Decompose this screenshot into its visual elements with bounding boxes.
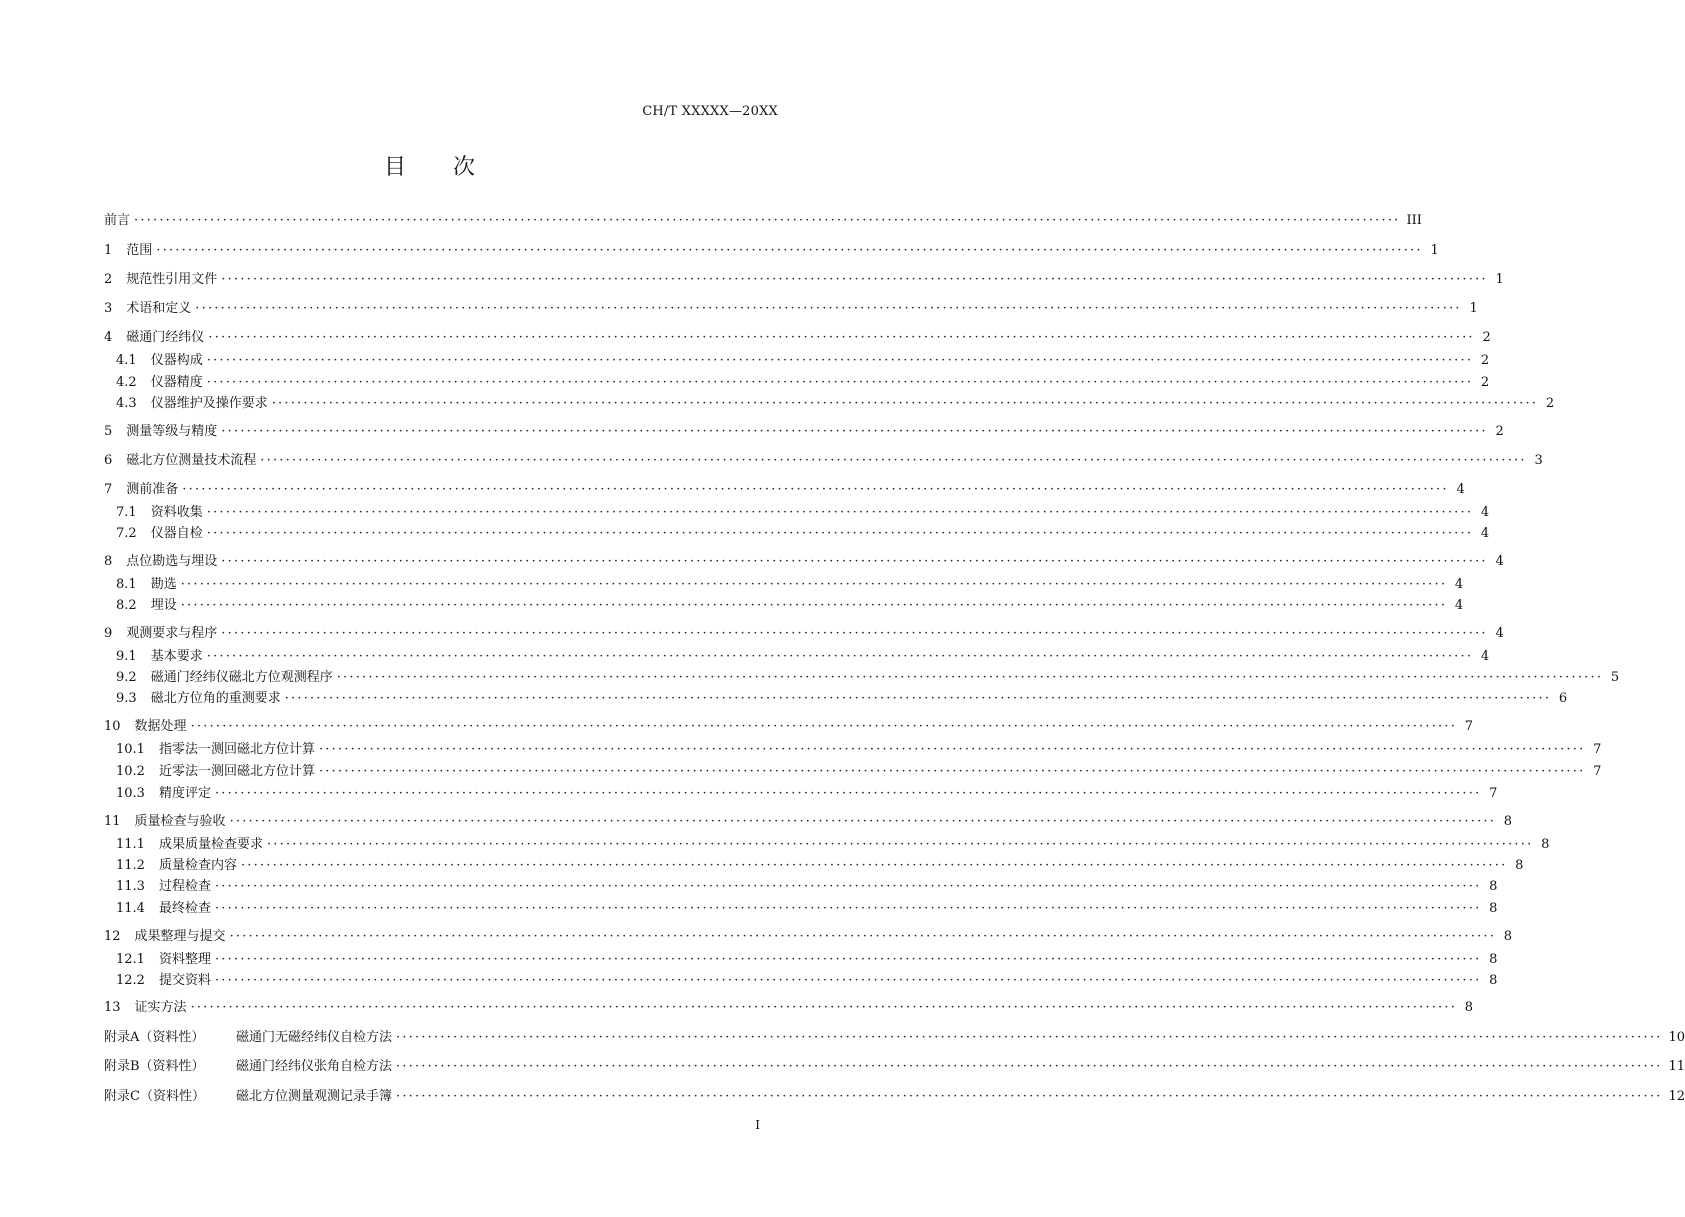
toc-entry[interactable] [104, 270, 1504, 290]
toc-entry-title: 基本要求 [150, 649, 203, 664]
toc-page-number: 8 [1489, 879, 1498, 894]
toc-entry-number: 附录A（资料性） [104, 1030, 205, 1045]
toc-entry[interactable] [104, 689, 1568, 709]
toc-page-number: 6 [1558, 691, 1568, 706]
toc-entry[interactable] [104, 394, 1555, 414]
toc-page-number: 8 [1503, 929, 1513, 944]
toc-leader-dots: ········································································································································································································ [260, 453, 1527, 468]
toc-entry[interactable] [104, 717, 1474, 737]
toc-page-number: 8 [1464, 1000, 1474, 1015]
toc-entry[interactable] [104, 950, 1498, 970]
toc-entry-title: 成果整理与提交 [134, 929, 226, 944]
toc-entry-label [104, 451, 256, 471]
toc-page-number: 4 [1480, 649, 1490, 664]
toc-page-number: 7 [1489, 786, 1498, 801]
toc-entry-title: 磁北方位角的重测要求 [150, 691, 281, 706]
toc-entry-number: 附录C（资料性） [104, 1089, 205, 1104]
toc-page-number: 4 [1454, 598, 1464, 613]
toc-entry-label [104, 998, 187, 1018]
toc-leader-dots: ········································································································································································································ [284, 691, 1552, 706]
toc-entry-label [104, 394, 268, 414]
toc-entry[interactable] [104, 480, 1465, 500]
toc-entry-title: 仪器自检 [150, 526, 203, 541]
toc-entry-number: 9.3 [116, 691, 137, 706]
toc-page-number: 2 [1482, 330, 1491, 345]
toc-entry[interactable] [104, 971, 1498, 991]
toc-entry-number: 8.1 [116, 577, 137, 592]
toc-entry-number: 前言 [104, 213, 131, 228]
toc-page-number: 8 [1489, 973, 1498, 988]
toc-appendix-entry[interactable] [104, 1028, 1685, 1048]
toc-leader-dots: ········································································································································································································ [214, 901, 1482, 916]
toc-entry-label [104, 740, 315, 760]
toc-leader-dots: ········································································································································································································ [240, 858, 1508, 873]
toc-entry-title: 点位勘选与埋设 [126, 554, 218, 569]
toc-page-number: 11 [1668, 1059, 1685, 1074]
toc-entry-title: 观测要求与程序 [126, 626, 218, 641]
toc-page-number: 2 [1480, 375, 1490, 390]
toc-entry-title: 规范性引用文件 [126, 272, 218, 287]
toc-entry-label [104, 877, 211, 897]
toc-leader-dots: ········································································································································································································ [318, 764, 1586, 779]
toc-entry-title: 术语和定义 [126, 301, 192, 316]
toc-leader-dots: ········································································································································································································ [206, 375, 1474, 390]
toc-entry-number: 11 [104, 814, 121, 829]
toc-entry-title: 指零法一测回磁北方位计算 [158, 742, 315, 757]
toc-entry-number: 4.3 [116, 396, 137, 411]
toc-leader-dots: ········································································································································································································ [214, 786, 1482, 801]
toc-entry-label [104, 524, 203, 544]
toc-entry-label [104, 596, 177, 616]
toc-entry-title: 最终检查 [158, 901, 211, 916]
toc-page-number: 8 [1541, 837, 1550, 852]
toc-leader-dots: ········································································································································································································ [195, 301, 1462, 316]
toc-entry-title: 仪器维护及操作要求 [150, 396, 268, 411]
toc-entry-label [104, 552, 217, 572]
toc-entry-title: 近零法一测回磁北方位计算 [158, 764, 315, 779]
toc-entry-title: 数据处理 [134, 719, 187, 734]
toc-leader-dots: ········································································································································································································ [206, 505, 1474, 520]
toc-title: 目 次 [383, 155, 476, 180]
toc-page-number: 3 [1534, 453, 1543, 468]
toc-entry-label [104, 351, 203, 371]
toc-entry-label [104, 835, 263, 855]
toc-entry-label [104, 1028, 392, 1048]
toc-entry[interactable] [104, 575, 1464, 595]
toc-entry-label [104, 270, 217, 290]
toc-entry-label [104, 971, 211, 991]
toc-entry-title: 磁通门经纬仪张角自检方法 [236, 1059, 393, 1074]
toc-entry[interactable] [104, 451, 1543, 471]
toc-leader-dots: ········································································································································································································ [134, 213, 1401, 228]
toc-entry-number: 9.1 [116, 649, 137, 664]
toc-entry-title: 质量检查内容 [158, 858, 237, 873]
toc-entry[interactable] [104, 668, 1620, 688]
toc-entry-label [104, 856, 237, 876]
toc-entry-title: 资料整理 [158, 952, 211, 967]
toc-entry-label [104, 299, 191, 319]
toc-page-number: 7 [1593, 764, 1602, 779]
toc-entry-label [104, 422, 217, 442]
toc-entry-title: 磁北方位测量观测记录手簿 [236, 1089, 393, 1104]
toc-page-number: 2 [1480, 353, 1490, 368]
toc-entry-number: 13 [104, 1000, 121, 1015]
toc-page-number: 7 [1464, 719, 1474, 734]
toc-leader-dots: ········································································································································································································ [214, 973, 1482, 988]
toc-entry-label [104, 211, 130, 231]
toc-page-number: 4 [1454, 577, 1464, 592]
toc-leader-dots: ········································································································································································································ [221, 272, 1488, 287]
toc-entry-number: 12.2 [116, 973, 145, 988]
toc-entry-title: 磁通门经纬仪 [126, 330, 205, 345]
toc-entry-title: 测量等级与精度 [126, 424, 218, 439]
toc-entry[interactable] [104, 998, 1474, 1018]
toc-entry-label [104, 762, 315, 782]
toc-entry-label [104, 784, 211, 804]
toc-entry-title: 资料收集 [150, 505, 203, 520]
toc-entry-title: 过程检查 [158, 879, 211, 894]
toc-entry[interactable] [104, 624, 1504, 644]
toc-entry-label [104, 624, 217, 644]
toc-entry-number: 11.3 [116, 879, 145, 894]
toc-leader-dots: ········································································································································································································ [180, 598, 1448, 613]
toc-leader-dots: ········································································································································································································ [208, 330, 1475, 345]
toc-page-number: 4 [1480, 526, 1490, 541]
toc-entry-number: 6 [104, 453, 113, 468]
toc-entry-number: 9 [104, 626, 113, 641]
toc-entry-title: 成果质量检查要求 [158, 837, 263, 852]
toc-entry-label [104, 575, 177, 595]
toc-entry[interactable] [104, 835, 1550, 855]
toc-page-number: 4 [1480, 505, 1490, 520]
toc-entry-number: 11.1 [116, 837, 145, 852]
toc-entry-label [104, 647, 203, 667]
toc-leader-dots: ········································································································································································································ [206, 526, 1474, 541]
toc-entry-label [104, 689, 281, 709]
toc-entry-number: 10.2 [116, 764, 145, 779]
toc-leader-dots: ········································································································································································································ [396, 1030, 1663, 1045]
toc-leader-dots: ········································································································································································································ [221, 554, 1488, 569]
toc-entry[interactable] [104, 351, 1490, 371]
toc-page-number: 1 [1430, 243, 1439, 258]
toc-leader-dots: ········································································································································································································ [214, 952, 1482, 967]
toc-entry-number: 7 [104, 482, 113, 497]
toc-entry-label [104, 717, 187, 737]
toc-entry-number: 10.3 [116, 786, 145, 801]
toc-entry[interactable] [104, 552, 1504, 572]
toc-entry-title: 仪器精度 [150, 375, 203, 390]
document-code: CH/T XXXXX—20XX [642, 104, 778, 119]
toc-entry-label [104, 241, 152, 261]
toc-entry-number: 12 [104, 929, 121, 944]
toc-page-number: 4 [1495, 554, 1504, 569]
toc-leader-dots: ········································································································································································································ [221, 626, 1488, 641]
toc-leader-dots: ········································································································································································································ [266, 837, 1534, 852]
toc-entry[interactable] [104, 899, 1498, 919]
toc-entry-label [104, 950, 211, 970]
toc-entry-number: 8 [104, 554, 113, 569]
toc-leader-dots: ········································································································································································································ [396, 1059, 1663, 1074]
toc-entry[interactable] [104, 856, 1524, 876]
toc-entry-number: 10.1 [116, 742, 145, 757]
toc-leader-dots: ········································································································································································································ [190, 719, 1458, 734]
toc-entry-label [104, 1087, 392, 1107]
toc-entry[interactable] [104, 762, 1602, 782]
toc-entry-label [104, 480, 178, 500]
toc-entry[interactable] [104, 373, 1490, 393]
toc-leader-dots: ········································································································································································································ [206, 649, 1474, 664]
toc-entry-number: 4.2 [116, 375, 137, 390]
toc-entry-number: 11.2 [116, 858, 145, 873]
toc-entry-title: 范围 [126, 243, 153, 258]
toc-entry[interactable] [104, 299, 1478, 319]
toc-entry[interactable] [104, 784, 1498, 804]
toc-entry[interactable] [104, 422, 1504, 442]
toc-entry[interactable] [104, 927, 1513, 947]
toc-entry[interactable] [104, 812, 1513, 832]
toc-entry-label [104, 668, 333, 688]
toc-page-number: 12 [1668, 1089, 1685, 1104]
toc-entry[interactable] [104, 328, 1491, 348]
toc-leader-dots: ········································································································································································································ [180, 577, 1448, 592]
toc-entry-number: 附录B（资料性） [104, 1059, 205, 1074]
toc-page-number: 10 [1668, 1030, 1685, 1045]
toc-entry-number: 4 [104, 330, 113, 345]
toc-entry[interactable] [104, 740, 1602, 760]
toc-page-number: 1 [1469, 301, 1478, 316]
toc-entry-number: 9.2 [116, 670, 137, 685]
toc-leader-dots: ········································································································································································································ [214, 879, 1482, 894]
toc-entry[interactable] [104, 524, 1490, 544]
toc-entry-title: 勘选 [150, 577, 177, 592]
toc-entry-title: 提交资料 [158, 973, 211, 988]
toc-leader-dots: ········································································································································································································ [336, 670, 1604, 685]
toc-entry-number: 4.1 [116, 353, 137, 368]
toc-leader-dots: ········································································································································································································ [182, 482, 1449, 497]
toc-entry-label [104, 373, 203, 393]
toc-page-number: 4 [1495, 626, 1504, 641]
toc-leader-dots: ········································································································································································································ [318, 742, 1586, 757]
toc-entry-number: 10 [104, 719, 121, 734]
toc-appendix-entry[interactable] [104, 1087, 1685, 1107]
toc-page-number: III [1406, 213, 1422, 228]
toc-leader-dots: ········································································································································································································ [271, 396, 1539, 411]
toc-entry-number: 12.1 [116, 952, 145, 967]
toc-entry-label [104, 1057, 392, 1077]
toc-entry[interactable] [104, 241, 1439, 261]
toc-entry-number: 7.1 [116, 505, 137, 520]
toc-entry-number: 2 [104, 272, 113, 287]
toc-page-number: 7 [1593, 742, 1602, 757]
toc-appendix-entry[interactable] [104, 1057, 1685, 1077]
toc-entry[interactable] [104, 211, 1422, 231]
toc-entry-title: 仪器构成 [150, 353, 203, 368]
toc-leader-dots: ········································································································································································································ [229, 929, 1497, 944]
toc-leader-dots: ········································································································································································································ [221, 424, 1488, 439]
toc-entry-title: 证实方法 [134, 1000, 187, 1015]
toc-entry-title: 磁通门无磁经纬仪自检方法 [236, 1030, 393, 1045]
toc-page-number: 8 [1503, 814, 1513, 829]
toc-entry-title: 精度评定 [158, 786, 211, 801]
toc-leader-dots: ········································································································································································································ [156, 243, 1423, 258]
toc-entry[interactable] [104, 647, 1490, 667]
toc-entry-number: 3 [104, 301, 113, 316]
toc-leader-dots: ········································································································································································································ [206, 353, 1474, 368]
toc-entry-title: 磁通门经纬仪磁北方位观测程序 [150, 670, 333, 685]
toc-leader-dots: ········································································································································································································ [396, 1089, 1663, 1104]
toc-entry-label [104, 328, 204, 348]
toc-entry-number: 7.2 [116, 526, 137, 541]
toc-page-number: 4 [1456, 482, 1465, 497]
toc-entry-number: 1 [104, 243, 113, 258]
toc-page-number: 8 [1515, 858, 1524, 873]
toc-page-number: 2 [1545, 396, 1555, 411]
toc-entry-label [104, 812, 226, 832]
toc-page-number: 2 [1495, 424, 1504, 439]
toc-leader-dots: ········································································································································································································ [229, 814, 1497, 829]
toc-entry-title: 质量检查与验收 [134, 814, 226, 829]
toc-entry[interactable] [104, 503, 1490, 523]
page-number: I [755, 1118, 760, 1132]
toc-entry-title: 埋设 [150, 598, 177, 613]
toc-entry-title: 磁北方位测量技术流程 [126, 453, 257, 468]
toc-entry-number: 5 [104, 424, 113, 439]
toc-entry-number: 8.2 [116, 598, 137, 613]
toc-entry[interactable] [104, 877, 1498, 897]
toc-entry-title: 测前准备 [126, 482, 179, 497]
toc-leader-dots: ········································································································································································································ [190, 1000, 1458, 1015]
toc-entry[interactable] [104, 596, 1464, 616]
toc-entry-label [104, 503, 203, 523]
toc-entry-label [104, 927, 226, 947]
toc-page-number: 8 [1489, 952, 1498, 967]
toc-page-number: 5 [1610, 670, 1620, 685]
toc-page-number: 1 [1495, 272, 1504, 287]
toc-page-number: 8 [1489, 901, 1498, 916]
toc-entry-label [104, 899, 211, 919]
toc-entry-number: 11.4 [116, 901, 145, 916]
